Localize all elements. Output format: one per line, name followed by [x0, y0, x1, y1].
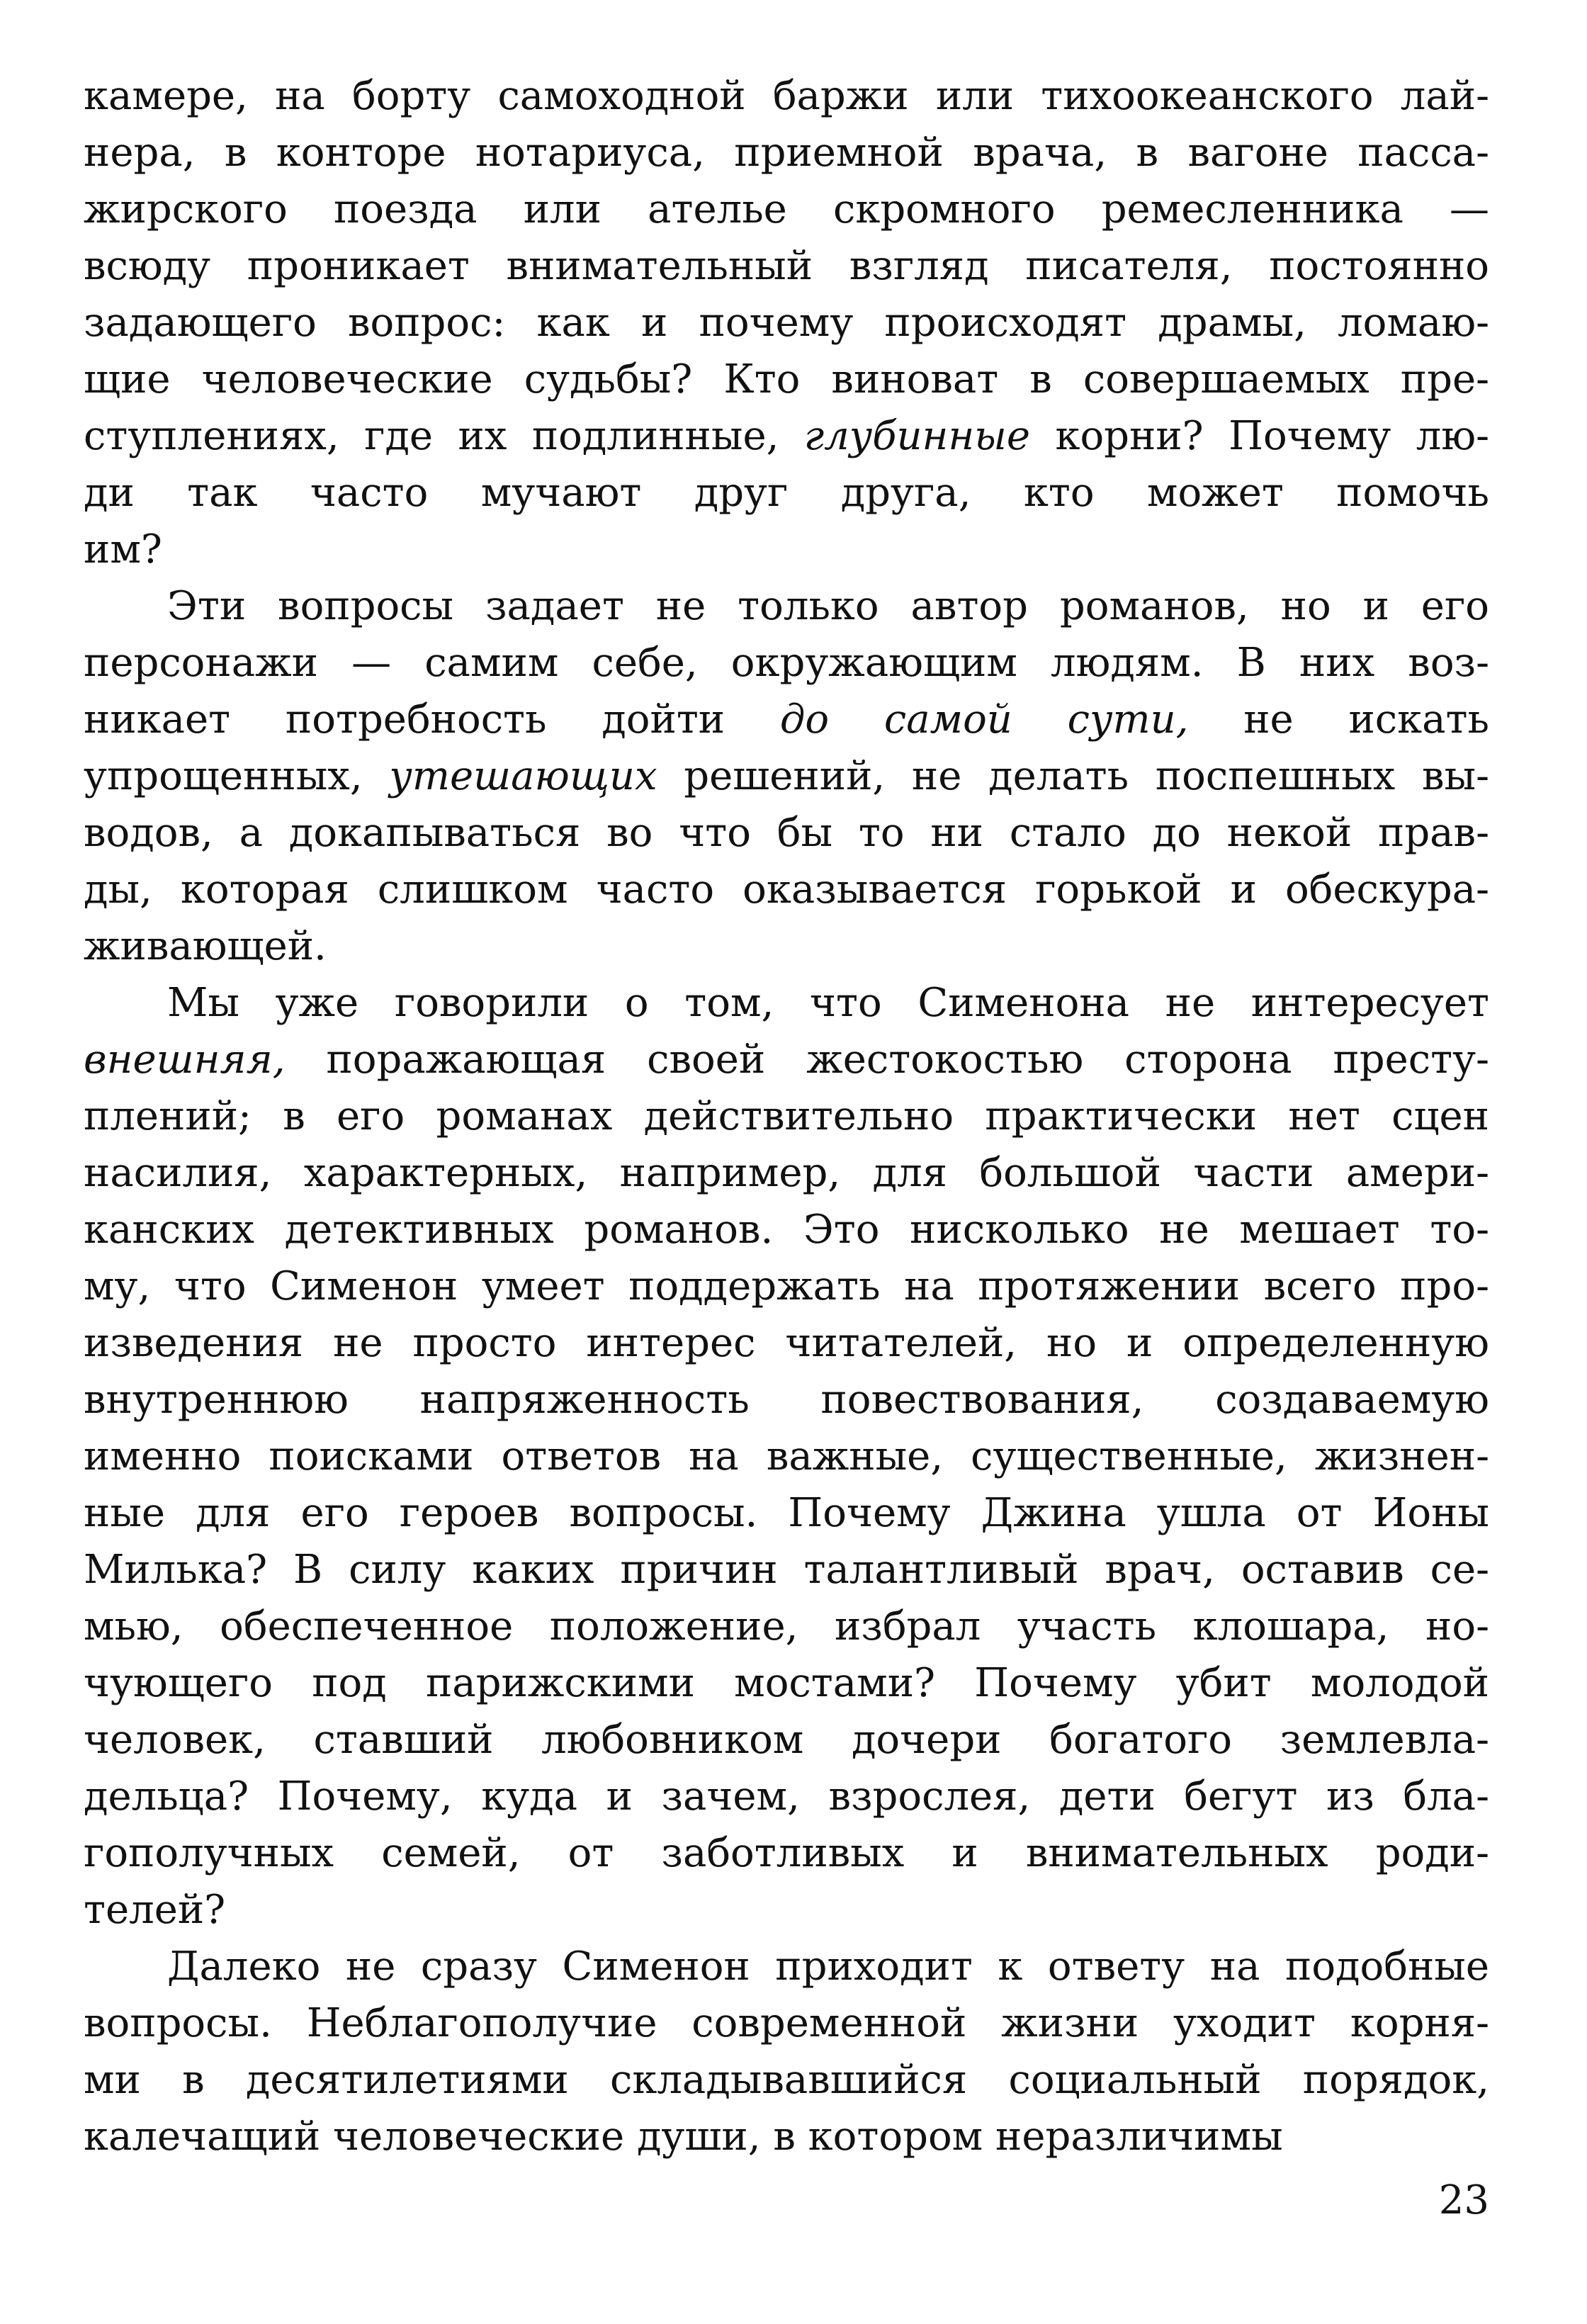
- text-line: [84, 1655, 1489, 1712]
- text-line: [84, 295, 1489, 351]
- text-segment: Мы уже говорили о том, что Сименона не интересует: [167, 980, 1489, 1026]
- text-line: [84, 635, 1489, 692]
- text-segment: камере, на борту самоходной баржи или тихоокеанского лай-: [84, 73, 1489, 119]
- text-line: [84, 1372, 1489, 1428]
- text-line: [84, 1939, 1489, 1995]
- text-line: [84, 238, 1489, 295]
- text-line: [84, 465, 1489, 521]
- italic-segment: внешняя,: [84, 1037, 286, 1083]
- italic-segment: глубинные: [803, 413, 1031, 459]
- paragraph: [84, 68, 1489, 578]
- text-line: [84, 1542, 1489, 1598]
- text-segment: всюду проникает внимательный взгляд писателя, постоянно: [84, 243, 1489, 289]
- text-line: [84, 1428, 1489, 1485]
- text-segment: калечащий человеческие души, в котором неразличимы: [84, 2114, 1283, 2160]
- paragraph: [84, 975, 1489, 1939]
- text-line: [84, 805, 1489, 862]
- text-segment: насилия, характерных, например, для большой части амери-: [84, 1150, 1489, 1196]
- text-segment: именно поисками ответов на важные, существенные, жизнен-: [84, 1433, 1489, 1479]
- text-segment: Эти вопросы задает не только автор романов, но и его: [167, 583, 1489, 629]
- text-segment: мью, обеспеченное положение, избрал участь клошара, но-: [84, 1603, 1489, 1649]
- text-line: [84, 2052, 1489, 2109]
- text-segment: жирского поезда или ателье скромного ремесленника —: [84, 186, 1489, 232]
- text-segment: живающей.: [84, 923, 327, 969]
- text-segment: канских детективных романов. Это нисколько не мешает то-: [84, 1207, 1489, 1253]
- text-segment: ми в десятилетиями складывавшийся социальный порядок,: [84, 2057, 1489, 2103]
- text-segment: Далеко не сразу Сименон приходит к ответу на подобные: [167, 1944, 1489, 1990]
- text-segment: водов, а докапываться во что бы то ни стало до некой прав-: [84, 810, 1489, 856]
- text-line: [84, 1315, 1489, 1372]
- text-line: [84, 408, 1489, 465]
- page-body: [84, 68, 1489, 2165]
- text-line: [84, 692, 1489, 748]
- text-line: [84, 578, 1489, 635]
- paragraph: [84, 1939, 1489, 2165]
- text-line: [84, 1485, 1489, 1542]
- text-line: [84, 68, 1489, 125]
- text-line: [84, 1145, 1489, 1202]
- text-segment: ды, которая слишком часто оказывается горькой и обескура-: [84, 867, 1489, 913]
- text-segment: вопросы. Неблагополучие современной жизни уходит корня-: [84, 2000, 1489, 2046]
- text-segment: решений, не делать поспешных вы-: [657, 753, 1489, 799]
- text-segment: му, что Сименон умеет поддержать на протяжении всего про-: [84, 1263, 1489, 1309]
- text-line: [84, 1712, 1489, 1769]
- text-line: [84, 351, 1489, 408]
- text-segment: никает потребность дойти: [84, 696, 780, 743]
- italic-segment: до самой сути,: [779, 696, 1189, 743]
- text-line: [84, 1032, 1489, 1088]
- text-line: [84, 862, 1489, 918]
- text-segment: человек, ставший любовником дочери богатого землевла-: [84, 1717, 1489, 1763]
- text-segment: Милька? В силу каких причин талантливый врач, оставив се-: [84, 1547, 1489, 1593]
- text-segment: щие человеческие судьбы? Кто виноват в совершаемых пре-: [84, 356, 1489, 402]
- text-line: [84, 975, 1489, 1032]
- text-segment: корни? Почему лю-: [1030, 413, 1490, 459]
- text-segment: им?: [84, 526, 162, 572]
- text-segment: плений; в его романах действительно практически нет сцен: [84, 1093, 1489, 1139]
- text-line: [84, 1598, 1489, 1655]
- text-line: [84, 1202, 1489, 1258]
- text-segment: задающего вопрос: как и почему происходят драмы, ломаю-: [84, 300, 1489, 346]
- text-line: [84, 748, 1489, 805]
- text-segment: изведения не просто интерес читателей, но и определенную: [84, 1320, 1489, 1366]
- text-segment: дельца? Почему, куда и зачем, взрослея, дети бегут из бла-: [84, 1773, 1489, 1820]
- text-segment: нера, в конторе нотариуса, приемной врача, в вагоне пасса-: [84, 130, 1489, 176]
- text-segment: упрощенных,: [84, 753, 390, 799]
- text-segment: поражающая своей жестокостью сторона престу-: [285, 1037, 1489, 1083]
- text-line: [84, 918, 1489, 975]
- text-line: [84, 1882, 1489, 1939]
- text-segment: гополучных семей, от заботливых и внимательных роди-: [84, 1830, 1489, 1876]
- text-line: [84, 1258, 1489, 1315]
- text-line: [84, 125, 1489, 181]
- text-line: [84, 1995, 1489, 2052]
- paragraph: [84, 578, 1489, 975]
- italic-segment: утешающих: [389, 753, 657, 799]
- text-segment: ди так часто мучают друг друга, кто может помочь: [84, 470, 1489, 516]
- text-segment: телей?: [84, 1887, 226, 1933]
- text-line: [84, 2109, 1489, 2165]
- text-line: [84, 521, 1489, 578]
- text-segment: чующего под парижскими мостами? Почему убит молодой: [84, 1660, 1489, 1706]
- text-segment: внутреннюю напряженность повествования, создаваемую: [84, 1377, 1489, 1423]
- text-segment: ные для его героев вопросы. Почему Джина ушла от Ионы: [84, 1490, 1489, 1536]
- text-line: [84, 1088, 1489, 1145]
- page-number: 23: [1438, 2177, 1489, 2223]
- text-segment: не искать: [1188, 696, 1490, 743]
- text-segment: ступлениях, где их подлинные,: [84, 413, 804, 459]
- text-line: [84, 1769, 1489, 1825]
- text-segment: персонажи — самим себе, окружающим людям. В них воз-: [84, 640, 1489, 686]
- text-line: [84, 181, 1489, 238]
- text-line: [84, 1825, 1489, 1882]
